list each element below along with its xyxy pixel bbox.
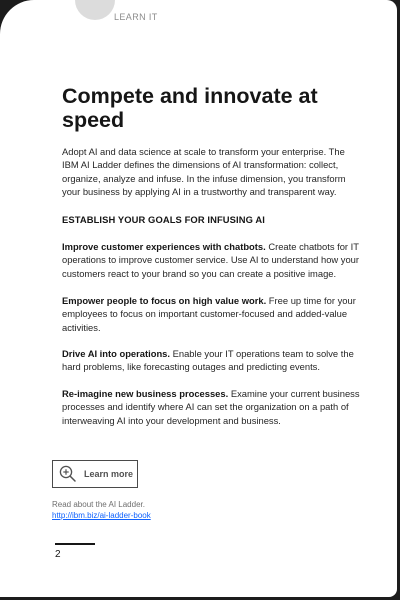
decorative-circle xyxy=(75,0,115,20)
goal-text: Examine your current business processes and identify where AI can set the organization on a path of interweaving AI into your development and business. xyxy=(62,388,360,426)
goal-lead: Re-imagine new business processes. xyxy=(62,388,229,399)
intro-paragraph: Adopt AI and data science at scale to transform your enterprise. The IBM AI Ladder defines the dimensions of AI transformation: collect, organize, analyze and infuse. In the infuse dimension, you transform your business by applying AI in a trustworthy and transparent way. xyxy=(62,146,346,197)
goals-heading: ESTABLISH YOUR GOALS FOR INFUSING AI xyxy=(62,214,265,225)
goal-lead: Drive AI into operations. xyxy=(62,348,170,359)
read-about-caption: Read about the AI Ladder. xyxy=(52,500,145,509)
zoom-in-icon xyxy=(58,464,78,484)
goal-text: Create chatbots for IT operations to improve customer service. Use AI to understand how your customers react to your brand so you can create a positive image. xyxy=(62,241,360,279)
goal-text: Enable your IT operations team to solve the hard problems, like forecasting outages and predicting events. xyxy=(62,348,354,373)
ai-ladder-link[interactable]: http://ibm.biz/ai-ladder-book xyxy=(52,511,151,520)
learn-more-label: Learn more xyxy=(84,469,134,479)
goal-paragraph xyxy=(62,387,362,427)
learn-more-button[interactable] xyxy=(52,460,138,488)
goal-paragraph xyxy=(62,294,362,334)
goal-lead: Empower people to focus on high value work. xyxy=(62,295,267,306)
section-label: LEARN IT xyxy=(114,12,158,22)
goal-lead: Improve customer experiences with chatbots. xyxy=(62,241,266,252)
goal-paragraph xyxy=(62,240,362,280)
page-number-rule xyxy=(55,543,95,545)
page-number: 2 xyxy=(55,549,61,560)
goal-text: Free up time for your employees to focus on important customer-focused and added-value activities. xyxy=(62,295,356,333)
goal-paragraph xyxy=(62,347,362,374)
page-title: Compete and innovate at speed xyxy=(62,84,318,132)
